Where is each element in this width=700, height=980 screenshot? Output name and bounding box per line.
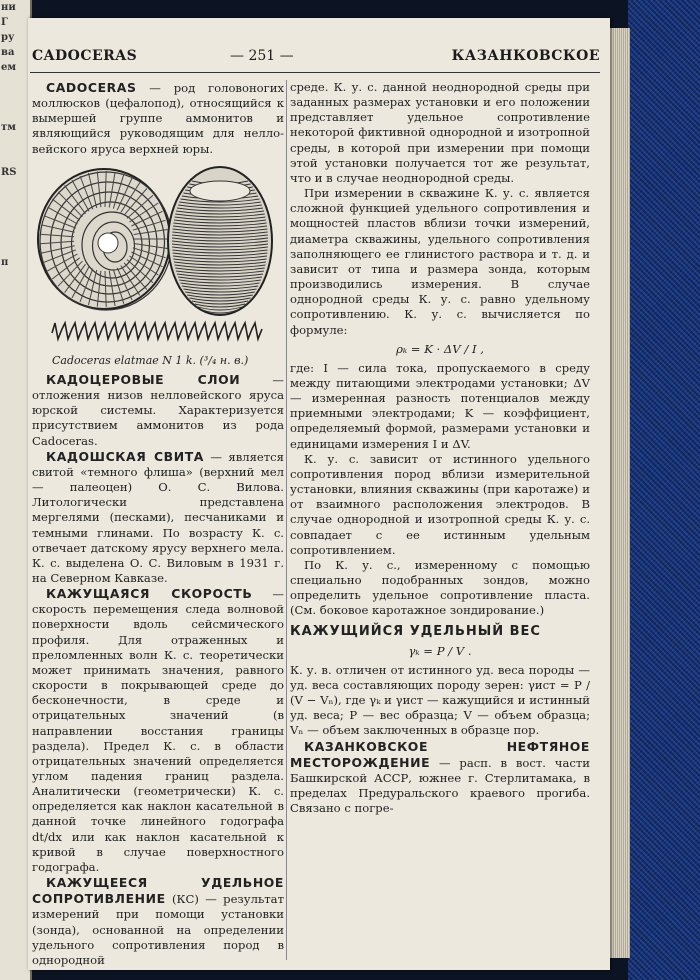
book-page [28, 18, 610, 970]
prev-page-fragment [0, 375, 30, 390]
prev-page-fragment [0, 645, 30, 660]
entry-text: К. у. с. зависит от истинного удельного сопротивления пород вблизи измерительной установки, влияния скважины (при каротаже) и от взаимного расположения электродов. В случае однородной и изотропной среды К. у. с. совпадает с ее истинным удельным сопротивлением. [290, 451, 590, 557]
entry-text: — расп. в вост. части Башкирской АССР, южнее г. Стерлитамака, в пределах Предуральского краевого прогиба. Связано с погре- [290, 755, 590, 816]
prev-page-fragment [0, 750, 30, 765]
entry-term: КАДОШСКАЯ СВИТА [46, 448, 204, 464]
prev-page-fragment: ру [1, 32, 15, 43]
prev-page-fragment [0, 405, 30, 420]
prev-page-fragment [0, 675, 30, 690]
prev-page-fragment [0, 540, 30, 555]
prev-page-fragment: ни [1, 2, 16, 13]
prev-page-fragment: тм [1, 122, 16, 133]
prev-page-fragment [0, 75, 30, 90]
entry-heading: КАЖУЩИЙСЯ УДЕЛЬНЫЙ ВЕС [290, 624, 541, 640]
entry-term: КАЖУЩАЯСЯ СКОРОСТЬ [46, 586, 253, 602]
prev-page-fragment [0, 765, 30, 780]
entry-paragraph [290, 739, 590, 817]
prev-page-fragment [0, 510, 30, 525]
entry-text: среде. К. у. с. данной неоднородной среды при заданных размерах установки и его положении представляет удельное сопротивление некоторой фиктивной однородной и изотропной среды, в которой при измерении при помощи этой установки получается тот же результат, что и в случае неоднородной среды. [290, 80, 590, 185]
entry-text: — род головоногих моллюсков (цефалопод), относящийся к вымершей группе аммонитов и являющийся руководящим для нелло-вейского яруса верхней юры. [32, 81, 284, 156]
page-edges [608, 28, 630, 958]
formula: ρₖ = K · ΔV / I , [396, 341, 484, 356]
header-right-term: КАЗАНКОВСКОЕ [451, 48, 600, 64]
entry-paragraph [32, 449, 284, 586]
prev-page-fragment [0, 105, 30, 120]
entry-paragraph [32, 80, 284, 157]
entry-paragraph [290, 186, 590, 338]
entry-paragraph [290, 361, 590, 452]
prev-page-fragment [0, 330, 30, 345]
prev-page-fragment [0, 195, 30, 210]
page-number: — 251 — [230, 48, 294, 64]
entry-paragraph [32, 586, 284, 875]
prev-page-fragment: п [1, 257, 9, 268]
entry-paragraph [290, 558, 590, 619]
entry-text: — скорость перемещения следа волновой поверхности вдоль сейсмического профиля. Для отраженных и преломленных волн К. с. теоретически может принимать значения, равного скорости в покрывающей среде до бесконечности, в среде и отрицательных значений (в направлении восстания границы раздела). Предел К. с. в области отрицательных значений определяется углом падения границ раздела. Аналитически (геометрически) К. с. определяется как наклон касательной в данной точке линейного годографа dt/dx или как наклон касательной к кривой в случае поверхностного годографа. [32, 587, 284, 874]
page-header [30, 48, 600, 70]
entry-paragraph [32, 875, 284, 968]
left-column [32, 80, 284, 968]
entry-paragraph [290, 452, 590, 558]
prev-page-fragment [0, 390, 30, 405]
prev-page-fragment [0, 795, 30, 810]
column-divider [286, 80, 287, 960]
prev-page-fragment [0, 780, 30, 795]
entry-paragraph [32, 372, 284, 449]
prev-page-fragment: ем [1, 62, 17, 73]
prev-page-fragment [0, 420, 30, 435]
prev-page-fragment: RS [1, 167, 17, 178]
entry-text: — отложения низов нелловейского яруса юрской системы. Характеризуется присутствием аммонитов из рода Cadoceras. [32, 372, 284, 448]
prev-page-fragment [0, 345, 30, 360]
prev-page-fragment [0, 570, 30, 585]
prev-page-fragment [0, 735, 30, 750]
prev-page-fragment [0, 240, 30, 255]
prev-page-fragment [0, 90, 30, 105]
figure-caption: Cadoceras elatmae N 1 k. (³/₄ н. в.) [52, 353, 249, 367]
entry-text: (КС) — результат измерений при помощи установки (зонда), основанной на определении удельного сопротивления пород в однородной [32, 892, 284, 967]
prev-page-fragment [0, 210, 30, 225]
entry-text: При измерении в скважине К. у. с. является сложной функцией удельного сопротивления и мощностей пластов вблизи точки измерений, диаметра скважины, удельного сопротивления заполняющего ее глинистого раствора и т. д. и зависит от типа и размера зонда, которым производились измерения. В случае однородной среды К. у. с. равно удельному сопротивлению. К. у. с. вычисляется по формуле: [290, 186, 590, 337]
figure [32, 161, 284, 351]
prev-page-fragment [0, 360, 30, 375]
prev-page-fragment [0, 465, 30, 480]
book-cover-edge [628, 0, 700, 980]
right-column [290, 80, 590, 816]
prev-page-fragment [0, 720, 30, 735]
prev-page-fragment: ва [1, 47, 15, 58]
prev-page-fragment [0, 705, 30, 720]
entry-term: КАЗАНКОВСКОЕ НЕФТЯНОЕ МЕСТОРОЖДЕНИЕ [290, 738, 590, 770]
entry-paragraph [290, 80, 590, 186]
prev-page-fragment [0, 480, 30, 495]
prev-page-fragment [0, 450, 30, 465]
entry-text: К. у. в. отличен от истинного уд. веса породы — уд. веса составляющих породу зерен: γист = P / (V − Vₙ), где γₖ и γист — кажущийся и истинный уд. веса; P — вес образца; V — объем образца; Vₙ — объем заключенных в образце пор. [290, 662, 590, 738]
prev-page-fragment [0, 300, 30, 315]
prev-page-fragment [0, 615, 30, 630]
ammonite-illustration [32, 161, 282, 351]
entry-text: где: I — сила тока, пропускаемого в среду между питающими электродами установки; ΔV — измеренная разность потенциалов между приемными электродами; K — коэффициент, определяемый формой, размерами установки и единицами измерения I и ΔV. [290, 360, 590, 451]
prev-page-fragment [0, 630, 30, 645]
prev-page-fragment [0, 270, 30, 285]
prev-page-fragment [0, 315, 30, 330]
prev-page-fragment [0, 600, 30, 615]
prev-page-fragment [0, 585, 30, 600]
prev-page-fragment [0, 525, 30, 540]
prev-page-fragment [0, 285, 30, 300]
prev-page-fragment [0, 180, 30, 195]
prev-page-fragment [0, 555, 30, 570]
prev-page-fragment [0, 135, 30, 150]
prev-page-fragment [0, 435, 30, 450]
entry-term: КАДОЦЕРОВЫЕ СЛОИ [46, 371, 241, 387]
prev-page-fragment [0, 225, 30, 240]
entry-text: — является свитой «темного флиша» (верхний мел — палеоцен) О. С. Вилова. Литологически представлена мергелями (песками), песчаниками и темными глинами. По возрасту К. с. отвечает датскому ярусу верхнего мела. К. с. выделена О. С. Виловым в 1931 г. на Северном Кавказе. [32, 449, 284, 585]
formula: γₖ = P / V . [408, 643, 472, 658]
entry-term: CADOCERAS [46, 80, 137, 95]
prev-page-fragment [0, 150, 30, 165]
entry-term: КАЖУЩЕЕСЯ УДЕЛЬНОЕ СОПРОТИВЛЕНИЕ [32, 875, 284, 907]
prev-page-fragment [0, 495, 30, 510]
entry-text: По К. у. с., измеренному с помощью специально подобранных зондов, можно определить удельное сопротивление пласта. (См. боковое каротажное зондирование.) [290, 557, 590, 618]
prev-page-fragment: Г [1, 17, 8, 28]
header-rule [30, 72, 600, 73]
prev-page-fragment [0, 690, 30, 705]
header-left-term: CADOCERAS [32, 48, 138, 64]
prev-page-fragment [0, 660, 30, 675]
entry-paragraph [290, 663, 590, 739]
